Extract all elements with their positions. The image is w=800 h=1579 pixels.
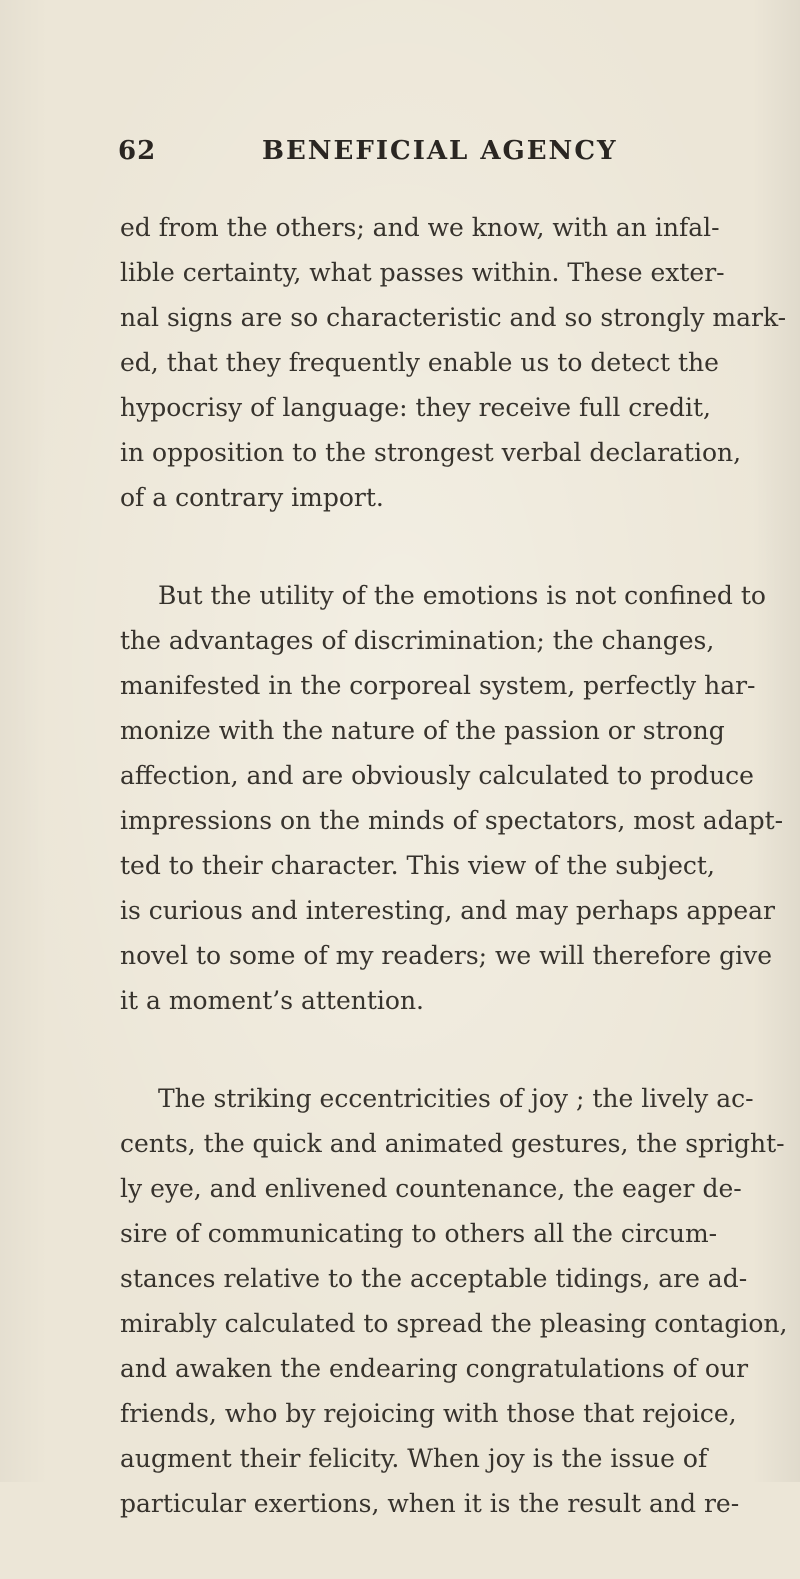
text-line: ed, that they frequently enable us to detect the — [120, 348, 719, 377]
text-line: The striking eccentricities of joy ; the lively ac- — [158, 1084, 754, 1113]
paragraph-2 — [120, 573, 784, 1023]
text-line: in opposition to the strongest verbal declaration, — [120, 438, 742, 467]
text-line: ly eye, and enlivened countenance, the eager de- — [120, 1174, 742, 1203]
running-title: BENEFICIAL AGENCY — [262, 136, 618, 166]
text-line: impressions on the minds of spectators, most adapt- — [120, 806, 784, 835]
text-line: nal signs are so characteristic and so strongly mark- — [120, 303, 787, 332]
text-line: it a moment’s attention. — [120, 986, 425, 1015]
text-line: particular exertions, when it is the result and re- — [120, 1489, 740, 1518]
paragraph-3 — [120, 1076, 788, 1526]
text-line: stances relative to the acceptable tidings, are ad- — [120, 1264, 748, 1293]
text-line: mirably calculated to spread the pleasing contagion, — [120, 1309, 788, 1338]
text-line: friends, who by rejoicing with those that rejoice, — [120, 1399, 737, 1428]
text-line: cents, the quick and animated gestures, the spright- — [120, 1129, 785, 1158]
text-line: sire of communicating to others all the circum- — [120, 1219, 718, 1248]
text-line: ed from the others; and we know, with an infal- — [120, 213, 720, 242]
text-line: augment their felicity. When joy is the issue of — [120, 1444, 708, 1473]
text-line: affection, and are obviously calculated to produce — [120, 761, 754, 790]
text-line: is curious and interesting, and may perhaps appear — [120, 896, 775, 925]
paragraph-1 — [120, 205, 787, 520]
text-line: the advantages of discrimination; the changes, — [120, 626, 715, 655]
text-line: and awaken the endearing congratulations of our — [120, 1354, 749, 1383]
text-line: monize with the nature of the passion or strong — [120, 716, 725, 745]
text-line: of a contrary import. — [120, 483, 384, 512]
text-line: ted to their character. This view of the subject, — [120, 851, 715, 880]
page-number: 62 — [118, 136, 157, 166]
running-head — [0, 136, 800, 176]
text-line: manifested in the corporeal system, perfectly har- — [120, 671, 756, 700]
text-line: lible certainty, what passes within. These exter- — [120, 258, 725, 287]
text-line: But the utility of the emotions is not confined to — [158, 581, 766, 610]
body-text — [120, 205, 788, 1579]
text-line: hypocrisy of language: they receive full credit, — [120, 393, 712, 422]
text-line: novel to some of my readers; we will therefore give — [120, 941, 773, 970]
